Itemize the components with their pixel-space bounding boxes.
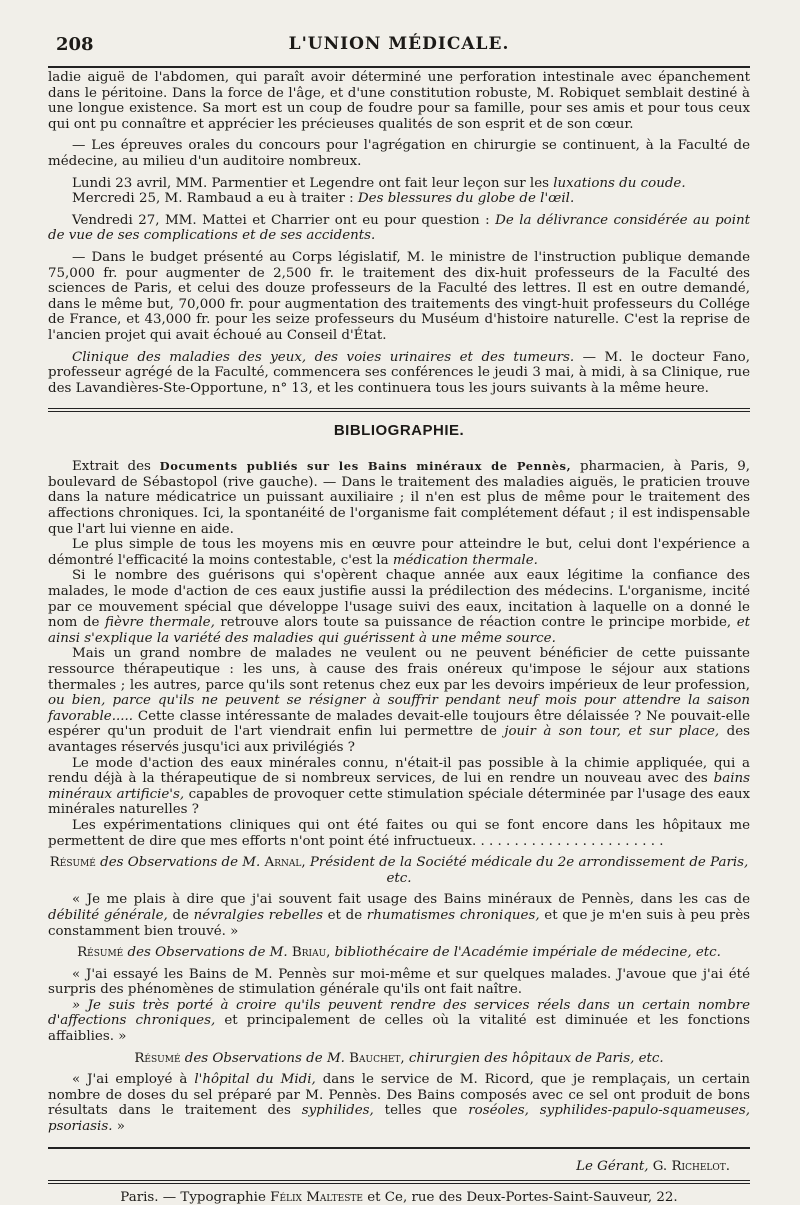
resume-bauchet-text: « J'ai employé à l'hôpital du Midi, dans le service de M. Ricord, que je remplaçais, un certain nombre de doses du sel préparé par M. Pennès. Des Bains composés avec ce sel ont produit de bons résultats dans le traitement des syphilides, telles que roséoles, syphilides-papulo-squameuses, psoriasis. » <box>48 1072 751 1135</box>
biblio-p3: Si le nombre des guérisons qui s'opèrent chaque année aux eaux légitime la confiance des malades, le mode d'action de ces eaux justifie aussi la prédilection des médecins. L'organisme, incité par ce mouvement spécial que développe l'usage suivi des eaux, incitation à laquelle on a donné le nom de fièvre thermale, retrouve alors toute sa puissance de réaction contre le principe morbide, et ainsi s'explique la variété des maladies qui guérissent à une même source. <box>48 568 751 646</box>
biblio-p5: Le mode d'action des eaux minérales connu, n'était-il pas possible à la chimie appliquée, qui a rendu déjà à la thérapeutique de si nombreux services, de lui en rendre un nouveau avec des bains minéraux artificie's, capables de provoquer cette stimulation spéciale déterminée par l'usage des eaux minérales naturelles ? <box>48 755 751 818</box>
biblio-p6: Les expérimentations cliniques qui ont été faites ou qui se font encore dans les hôpitaux me permettent de dire que mes efforts n'ont point été infructueux. . . . . . . . . . . . . . . . . . . . . . . <box>48 817 750 849</box>
bibliography-section <box>48 459 750 1134</box>
bibliography-heading: BIBLIOGRAPHIE. <box>333 422 465 440</box>
footer-rule <box>48 1147 750 1149</box>
news-section <box>48 70 750 396</box>
section-rule <box>48 408 750 412</box>
biblio-intro: Extrait des Documents publiés sur les Bains minéraux de Pennès, pharmacien, à Paris, 9, boulevard de Sébastopol (rive gauche). — Dans le traitement des maladies aiguës, le praticien trouve dans la nature médicatrice un puissant auxiliaire ; il n'en est plus de même pour le traitement des affections chroniques. Ici, la spontanéité de l'organisme fait complétement défaut ; il est indispensable que l'art lui vienne en aide. <box>48 459 751 537</box>
imprint-rule <box>48 1180 750 1184</box>
running-title: L'UNION MÉDICALE. <box>288 34 510 54</box>
obituary-paragraph: ladie aiguë de l'abdomen, qui paraît avoir déterminé une perforation intestinale avec épanchement dans le péritoine. Dans la force de l'âge, et d'une constitution robuste, M. Robiquet semblait destiné à une longue existence. Sa mort est un coup de foudre pour sa famille, pour ses amis et pour tous ceux qui ont pu connaître et apprécier les précieuses qualités de son esprit et de son cœur. <box>48 70 750 132</box>
budget-paragraph: — Dans le budget présenté au Corps législatif, M. le ministre de l'instruction publique demande 75,000 fr. pour augmenter de 2,500 fr. le traitement des dix-huit professeurs de la Faculté des sciences de Paris, et celui des douze professeurs de la Faculté des lettres. Il est en outre demandé, dans le même but, 70,000 fr. pour augmentation des traitements des vingt-huit professeurs du Collége de France, et 43,000 fr. pour les seize professeurs du Muséum d'histoire naturelle. C'est la reprise de l'ancien projet qui avait échoué au Conseil d'État. <box>48 249 750 343</box>
concours-paragraph: — Les épreuves orales du concours pour l'agrégation en chirurgie se continuent, à la Faculté de médecine, au milieu d'un auditoire nombreux. <box>48 138 750 169</box>
resume-briau-heading: Résumé des Observations de M. Briau, bibliothécaire de l'Académie impériale de médecine, etc. <box>77 945 721 961</box>
biblio-p2: Le plus simple de tous les moyens mis en œuvre pour atteindre le but, celui dont l'expérience a démontré l'efficacité la moins contestable, c'est la médication thermale. <box>48 537 750 568</box>
lundi-paragraph: Lundi 23 avril, MM. Parmentier et Legendre ont fait leur leçon sur les luxations du coude. <box>72 175 686 191</box>
header-rule <box>48 66 750 68</box>
page-header <box>48 30 750 58</box>
biblio-p4: Mais un grand nombre de malades ne veulent ou ne peuvent bénéficier de cette puissante ressource thérapeutique : les uns, à cause des frais onéreux qu'impose le séjour aux stations thermales ; les autres, parce qu'ils sont retenus chez eux par les devoirs impérieux de leur profession, ou bien, parce qu'ils ne peuvent se résigner à souffrir pendant neuf mois pour attendre la saison favorable..... Cette classe intéressante de malades devait-elle toujours être délaissée ? Ne pouvait-elle espérer qu'un produit de l'art viendrait enfin lui permettre de jouir à son tour, et sur place, des avantages réservés jusqu'ici aux privilégiés ? <box>48 646 751 755</box>
gerant-signature: Le Gérant, G. Richelot. <box>576 1158 730 1174</box>
vendredi-paragraph: Vendredi 27, MM. Mattei et Charrier ont eu pour question : De la délivrance considérée au point de vue de ses complications et de ses accidents. <box>48 212 750 244</box>
page <box>48 30 750 1205</box>
clinique-paragraph: Clinique des maladies des yeux, des voies urinaires et des tumeurs. — M. le docteur Fano, professeur agrégé de la Faculté, commencera ses conférences le jeudi 3 mai, à midi, à sa Clinique, rue des Lavandières-Ste-Opportune, n° 13, et les continuera tous les jours suivants à la même heure. <box>48 349 750 396</box>
mercredi-paragraph: Mercredi 25, M. Rambaud a eu à traiter : Des blessures du globe de l'œil. <box>72 191 575 207</box>
imprint-line: Paris. — Typographie Félix Malteste et Ce, rue des Deux-Portes-Saint-Sauveur, 22. <box>120 1189 678 1205</box>
resume-briau-text-2: » Je suis très porté à croire qu'ils peuvent rendre des services réels dans un certain nombre d'affections chroniques, et principalement de celles où la vitalité est diminuée et les fonctions affaiblies. » <box>48 997 750 1045</box>
page-number: 208 <box>56 34 94 55</box>
resume-arnal-text: « Je me plais à dire que j'ai souvent fait usage des Bains minéraux de Pennès, dans les cas de débilité générale, de névralgies rebelles et de rhumatismes chroniques, et que je m'en suis à peu près constamment bien trouvé. » <box>48 892 750 939</box>
resume-briau-text: « J'ai essayé les Bains de M. Pennès sur moi-même et sur quelques malades. J'avoue que j'ai été surpris des phénomènes de stimulation générale qu'ils ont fait naître. <box>48 966 750 998</box>
resume-arnal-heading: Résumé des Observations de M. Arnal, Président de la Société médicale du 2e arrondissement de Paris, etc. <box>49 855 749 886</box>
resume-bauchet-heading: Résumé des Observations de M. Bauchet, chirurgien des hôpitaux de Paris, etc. <box>134 1050 664 1066</box>
